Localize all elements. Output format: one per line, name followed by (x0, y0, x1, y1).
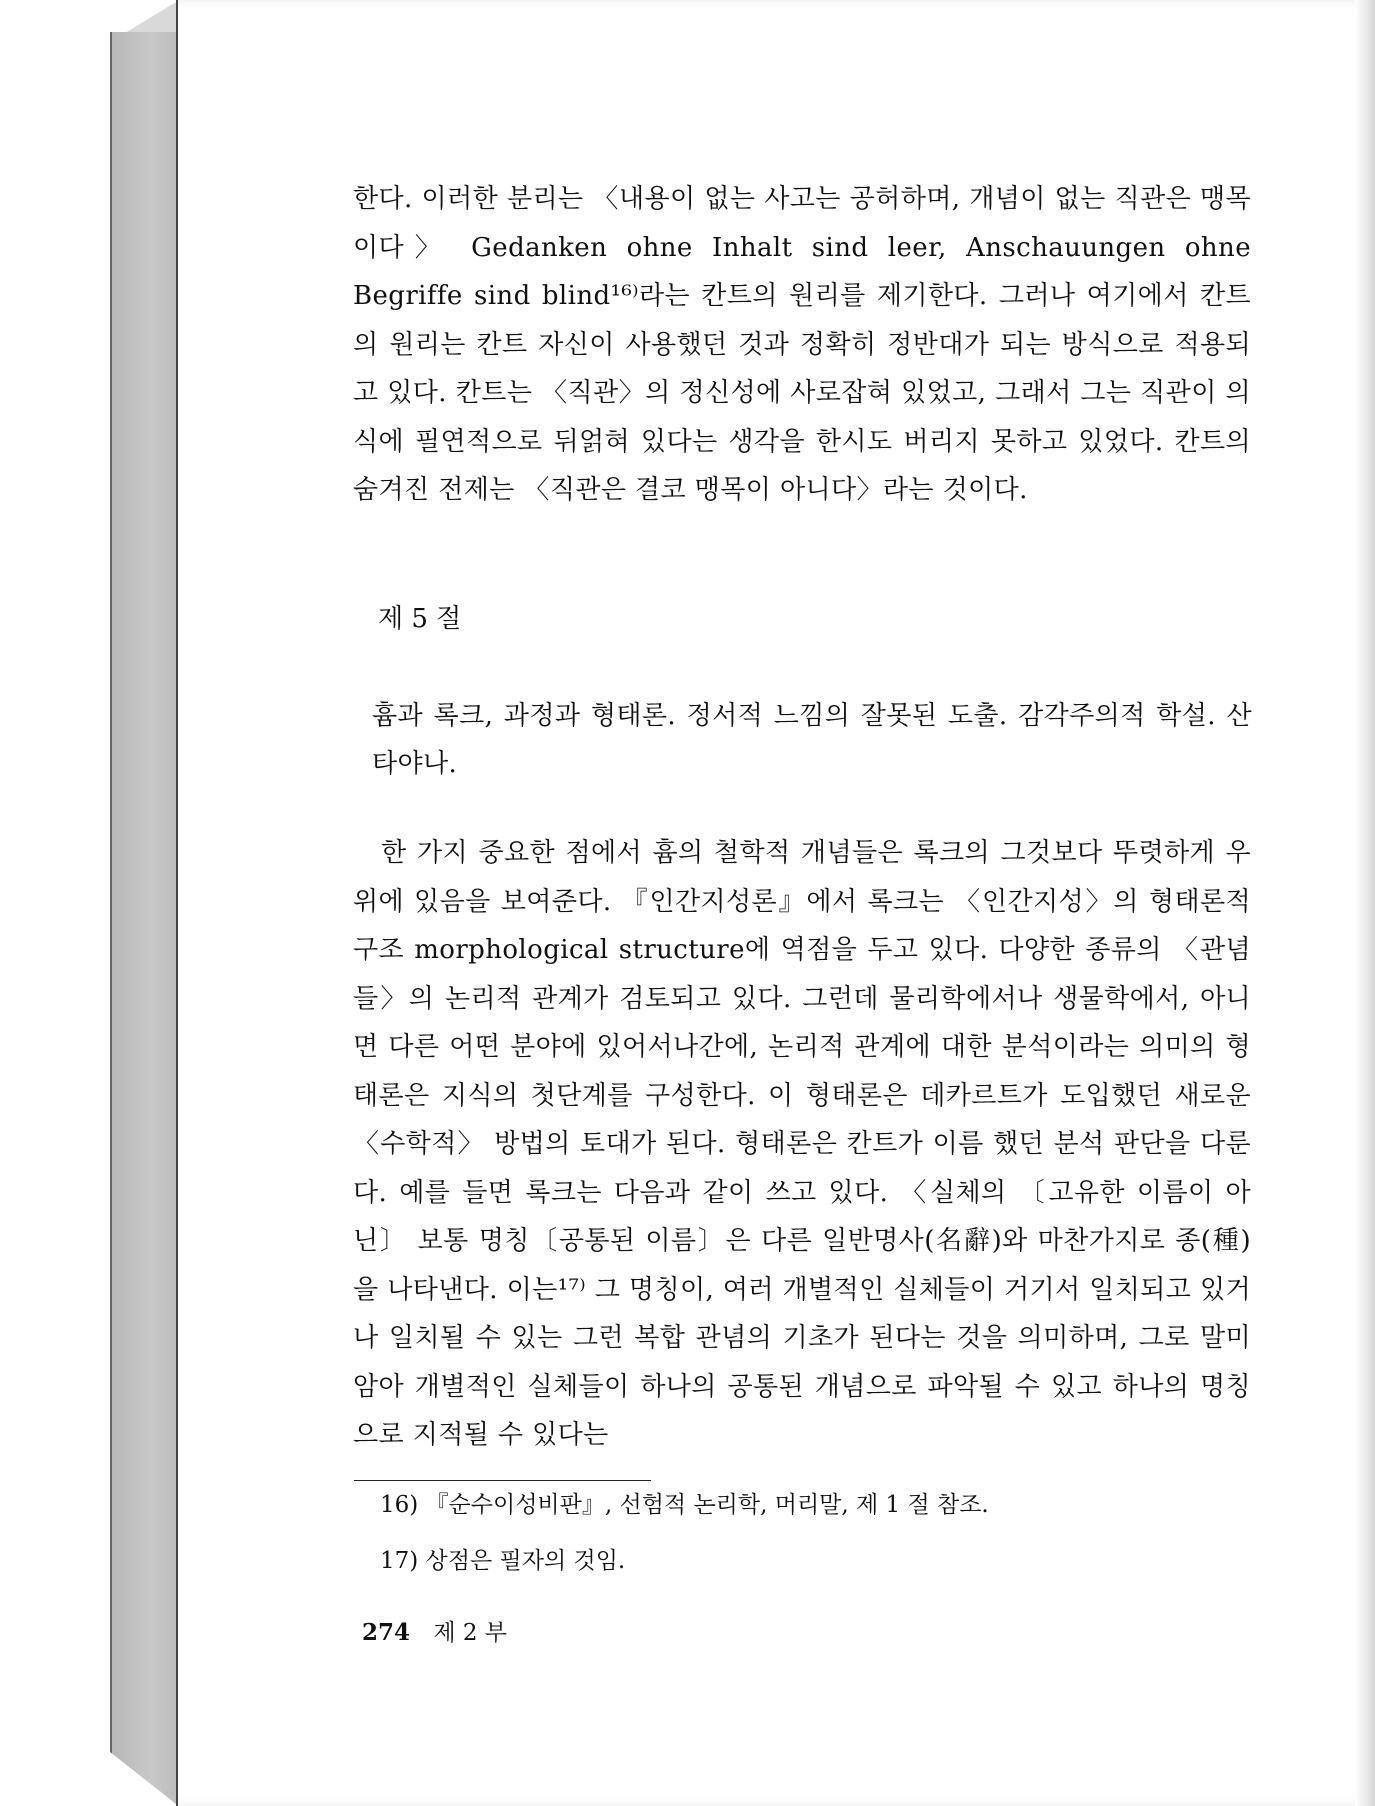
footnote-17: 17) 상점은 필자의 것임. (380, 1548, 626, 1574)
page-content (176, 0, 1375, 1806)
footnote-16: 16) 『순수이성비판』, 선험적 논리학, 머리말, 제 1 절 참조. (380, 1492, 989, 1518)
body-paragraph-2: 한 가지 중요한 점에서 흄의 철학적 개념들은 록크의 그것보다 뚜렷하게 우위에 있음을 보여준다. 『인간지성론』에서 록크는 〈인간지성〉의 형태론적 구조 morphological structure에 역점을 두고 있다. 다양한 종류의 〈관념들〉의 논리적 관계가 검토되고 있다. 그런데 물리학에서나 생물학에서, 아니면 다른 어떤 분야에 있어서나간에, 논리적 관계에 대한 분석이라는 의미의 형태론은 지식의 첫단계를 구성한다. 이 형태론은 데카르트가 도입했던 새로운 〈수학적〉 방법의 토대가 된다. 형태론은 칸트가 이름 했던 분석 판단을 다룬다. 예를 들면 록크는 다음과 같이 쓰고 있다. 〈실체의 〔고유한 이름이 아닌〕 보통 명칭〔공통된 이름〕은 다른 일반명사(名辭)와 마찬가지로 종(種)을 나타낸다. 이는¹⁷⁾ 그 명칭이, 여러 개별적인 실체들이 거기서 일치되고 있거나 일치될 수 있는 그런 복합 관념의 기초가 된다는 것을 의미하며, 그로 말미암아 개별적인 실체들이 하나의 공통된 개념으로 파악될 수 있고 하나의 명칭으로 지적될 수 있다는 (353, 838, 1251, 1450)
section-heading: 흄과 록크, 과정과 형태론. 정서적 느낌의 잘못된 도출. 감각주의적 학설. 산타야나. (372, 701, 1252, 779)
body-paragraph-1: 한다. 이러한 분리는 〈내용이 없는 사고는 공허하며, 개념이 없는 직관은 맹목이다〉 Gedanken ohne Inhalt sind leer, Anschauungen ohne Begriffe sind blind¹⁶⁾라는 칸트의 원리를 제기한다. 그러나 여기에서 칸트의 원리는 칸트 자신이 사용했던 것과 정확히 정반대가 되는 방식으로 적용되고 있다. 칸트는 〈직관〉의 정신성에 사로잡혀 있었고, 그래서 그는 직관이 의식에 필연적으로 뒤얽혀 있다는 생각을 한시도 버리지 못하고 있었다. 칸트의 숨겨진 전제는 〈직관은 결코 맹목이 아니다〉라는 것이다. (353, 184, 1251, 505)
page-number: 274 (362, 1619, 411, 1646)
section-number: 제 5 절 (378, 604, 462, 634)
footnote-divider (354, 1480, 651, 1481)
book-spine (110, 32, 178, 1804)
part-label: 제 2 부 (433, 1620, 508, 1646)
page-folio (362, 1614, 507, 1647)
